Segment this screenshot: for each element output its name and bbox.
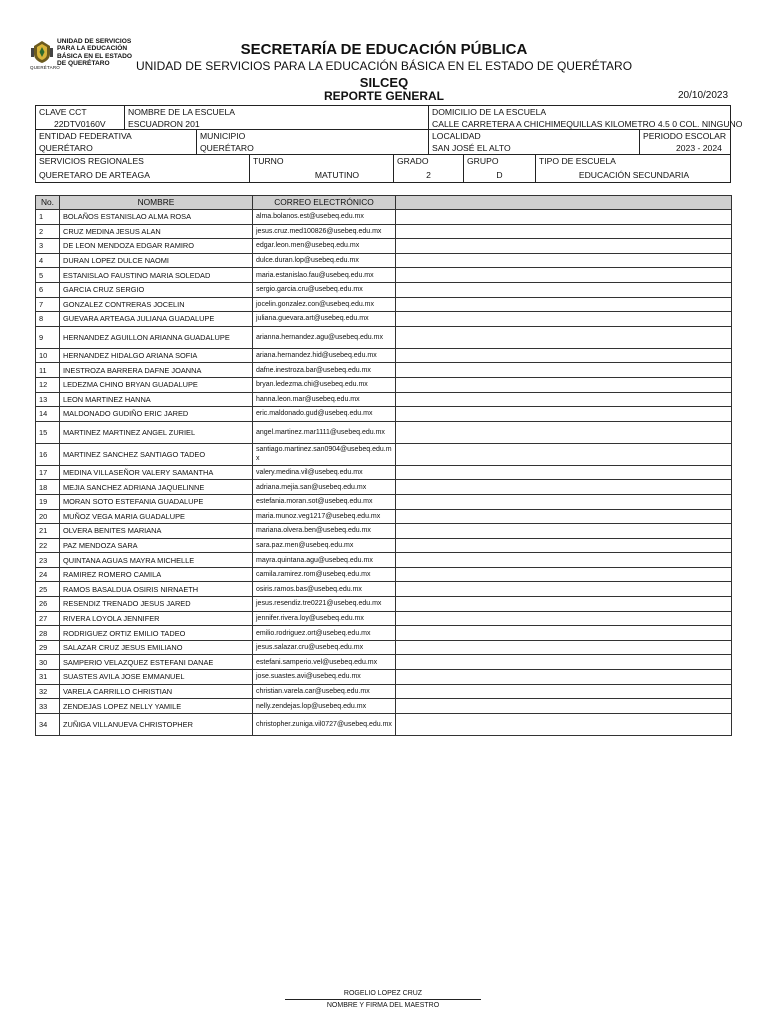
- blank-cell: [396, 538, 732, 553]
- row-number: 19: [36, 494, 60, 509]
- col-no-header: No.: [36, 196, 60, 210]
- report-title: REPORTE GENERAL: [323, 89, 444, 103]
- student-email: nelly.zendejas.lop@usebeq.edu.mx: [253, 699, 396, 714]
- student-name: SUASTES AVILA JOSE EMMANUEL: [60, 670, 253, 685]
- student-name: HERNANDEZ AGUILLON ARIANNA GUADALUPE: [60, 326, 253, 348]
- row-number: 4: [36, 253, 60, 268]
- blank-cell: [396, 239, 732, 254]
- table-row: [36, 553, 732, 568]
- blank-cell: [396, 268, 732, 283]
- table-row: [36, 363, 732, 378]
- entidad-value: QUERÉTARO: [39, 143, 93, 153]
- blank-cell: [396, 392, 732, 407]
- clave-cell: CLAVE CCT 22DTV0160V: [36, 106, 125, 129]
- clave-value: 22DTV0160V: [54, 119, 106, 129]
- table-row: [36, 699, 732, 714]
- blank-cell: [396, 684, 732, 699]
- student-name: ZENDEJAS LOPEZ NELLY YAMILE: [60, 699, 253, 714]
- blank-cell: [396, 443, 732, 465]
- student-email: jesus.cruz.med100826@usebeq.edu.mx: [253, 224, 396, 239]
- student-email: hanna.leon.mar@usebeq.edu.mx: [253, 392, 396, 407]
- blank-cell: [396, 421, 732, 443]
- table-row: [36, 670, 732, 685]
- row-number: 3: [36, 239, 60, 254]
- table-row: [36, 224, 732, 239]
- student-email: jose.suastes.avi@usebeq.edu.mx: [253, 670, 396, 685]
- table-row: [36, 582, 732, 597]
- row-number: 27: [36, 611, 60, 626]
- row-number: 20: [36, 509, 60, 524]
- signature-label: NOMBRE Y FIRMA DEL MAESTRO: [326, 1002, 440, 1009]
- domicilio-value: CALLE CARRETERA A CHICHIMEQUILLAS KILOMETRO 4.5 0 COL. NINGUNO: [432, 119, 743, 129]
- grado-cell: GRADO 2: [394, 155, 464, 182]
- table-body: [36, 210, 732, 736]
- student-email: bryan.ledezma.chi@usebeq.edu.mx: [253, 377, 396, 392]
- table-row: [36, 268, 732, 283]
- row-number: 30: [36, 655, 60, 670]
- student-name: GONZALEZ CONTRERAS JOCELIN: [60, 297, 253, 312]
- blank-cell: [396, 465, 732, 480]
- logo-small-text: QUERÉTARO: [30, 65, 60, 70]
- row-number: 14: [36, 407, 60, 422]
- tipo-value: EDUCACIÓN SECUNDARIA: [578, 170, 690, 180]
- table-row: [36, 713, 732, 735]
- row-number: 31: [36, 670, 60, 685]
- logo-text: UNIDAD DE SERVICIOS PARA LA EDUCACIÓN BÁSICA EN EL ESTADO DE QUERÉTARO: [57, 38, 132, 68]
- student-email: dafne.inestroza.bar@usebeq.edu.mx: [253, 363, 396, 378]
- blank-cell: [396, 509, 732, 524]
- localidad-cell: LOCALIDAD SAN JOSÉ EL ALTO: [429, 130, 640, 154]
- student-name: MUÑOZ VEGA MARIA GUADALUPE: [60, 509, 253, 524]
- student-email: ariana.hernandez.hid@usebeq.edu.mx: [253, 348, 396, 363]
- table-row: [36, 640, 732, 655]
- student-email: jocelin.gonzalez.con@usebeq.edu.mx: [253, 297, 396, 312]
- table-row: [36, 326, 732, 348]
- municipio-cell: MUNICIPIO QUERÉTARO: [197, 130, 429, 154]
- row-number: 11: [36, 363, 60, 378]
- row-number: 22: [36, 538, 60, 553]
- student-name: SAMPERIO VELAZQUEZ ESTEFANI DANAE: [60, 655, 253, 670]
- blank-cell: [396, 582, 732, 597]
- domicilio-cell: DOMICILIO DE LA ESCUELA CALLE CARRETERA A CHICHIMEQUILLAS KILOMETRO 4.5 0 COL. NINGUNO: [432, 107, 743, 129]
- row-number: 5: [36, 268, 60, 283]
- blank-cell: [396, 224, 732, 239]
- student-name: RIVERA LOYOLA JENNIFER: [60, 611, 253, 626]
- table-row: [36, 407, 732, 422]
- row-number: 8: [36, 312, 60, 327]
- row-number: 24: [36, 567, 60, 582]
- student-name: VARELA CARRILLO CHRISTIAN: [60, 684, 253, 699]
- student-email: christopher.zuniga.vil0727@usebeq.edu.mx: [253, 713, 396, 735]
- row-number: 34: [36, 713, 60, 735]
- table-row: [36, 443, 732, 465]
- row-number: 18: [36, 480, 60, 495]
- student-email: camila.ramirez.rom@usebeq.edu.mx: [253, 567, 396, 582]
- row-number: 7: [36, 297, 60, 312]
- student-email: osiris.ramos.bas@usebeq.edu.mx: [253, 582, 396, 597]
- row-number: 10: [36, 348, 60, 363]
- student-name: LEON MARTINEZ HANNA: [60, 392, 253, 407]
- blank-cell: [396, 210, 732, 225]
- student-name: GARCIA CRUZ SERGIO: [60, 282, 253, 297]
- student-email: sara.paz.men@usebeq.edu.mx: [253, 538, 396, 553]
- blank-cell: [396, 567, 732, 582]
- turno-cell: TURNO MATUTINO: [250, 155, 394, 182]
- blank-cell: [396, 377, 732, 392]
- table-row: [36, 297, 732, 312]
- student-name: RODRIGUEZ ORTIZ EMILIO TADEO: [60, 626, 253, 641]
- row-number: 6: [36, 282, 60, 297]
- row-number: 13: [36, 392, 60, 407]
- blank-cell: [396, 611, 732, 626]
- system-name: SILCEQ: [359, 75, 409, 90]
- row-number: 32: [36, 684, 60, 699]
- blank-cell: [396, 655, 732, 670]
- table-row: [36, 253, 732, 268]
- table-row: [36, 312, 732, 327]
- blank-cell: [396, 297, 732, 312]
- report-date: 20/10/2023: [678, 90, 729, 101]
- row-number: 21: [36, 524, 60, 539]
- table-row: [36, 684, 732, 699]
- student-email: jesus.salazar.cru@usebeq.edu.mx: [253, 640, 396, 655]
- col-nombre-header: NOMBRE: [60, 196, 253, 210]
- student-email: arianna.hernandez.agu@usebeq.edu.mx: [253, 326, 396, 348]
- table-row: [36, 480, 732, 495]
- student-email: adriana.mejia.san@usebeq.edu.mx: [253, 480, 396, 495]
- student-email: christian.varela.car@usebeq.edu.mx: [253, 684, 396, 699]
- table-row: [36, 239, 732, 254]
- row-number: 17: [36, 465, 60, 480]
- student-table: [35, 195, 732, 736]
- student-name: INESTROZA BARRERA DAFNE JOANNA: [60, 363, 253, 378]
- table-row: [36, 597, 732, 612]
- student-name: MEDINA VILLASEÑOR VALERY SAMANTHA: [60, 465, 253, 480]
- table-row: [36, 611, 732, 626]
- table-row: [36, 421, 732, 443]
- student-name: RAMOS BASALDUA OSIRIS NIRNAETH: [60, 582, 253, 597]
- table-row: [36, 210, 732, 225]
- blank-cell: [396, 253, 732, 268]
- blank-cell: [396, 640, 732, 655]
- student-name: ESTANISLAO FAUSTINO MARIA SOLEDAD: [60, 268, 253, 283]
- student-name: MALDONADO GUDIÑO ERIC JARED: [60, 407, 253, 422]
- blank-cell: [396, 348, 732, 363]
- row-number: 26: [36, 597, 60, 612]
- student-email: dulce.duran.lop@usebeq.edu.mx: [253, 253, 396, 268]
- municipio-value: QUERÉTARO: [200, 143, 254, 153]
- student-email: alma.bolanos.est@usebeq.edu.mx: [253, 210, 396, 225]
- student-name: MARTINEZ MARTINEZ ANGEL ZURIEL: [60, 421, 253, 443]
- blank-cell: [396, 553, 732, 568]
- row-number: 25: [36, 582, 60, 597]
- student-name: MEJIA SANCHEZ ADRIANA JAQUELINNE: [60, 480, 253, 495]
- student-email: valery.medina.vil@usebeq.edu.mx: [253, 465, 396, 480]
- row-number: 16: [36, 443, 60, 465]
- grupo-value: D: [496, 170, 503, 180]
- servicios-value: QUERETARO DE ARTEAGA: [39, 170, 150, 180]
- student-email: mariana.olvera.ben@usebeq.edu.mx: [253, 524, 396, 539]
- table-row: [36, 348, 732, 363]
- blank-cell: [396, 494, 732, 509]
- blank-cell: [396, 713, 732, 735]
- row-number: 2: [36, 224, 60, 239]
- student-email: santiago.martinez.san0904@usebeq.edu.mx: [253, 443, 396, 465]
- school-info-row-2: [35, 129, 731, 155]
- nombre-escuela-value: ESCUADRON 201: [128, 119, 200, 129]
- table-row: [36, 655, 732, 670]
- grupo-cell: GRUPO D: [464, 155, 536, 182]
- periodo-cell: PERIODO ESCOLAR 2023 - 2024: [643, 131, 727, 153]
- localidad-value: SAN JOSÉ EL ALTO: [432, 143, 511, 153]
- servicios-cell: SERVICIOS REGIONALES QUERETARO DE ARTEAGA: [36, 155, 250, 182]
- table-row: [36, 567, 732, 582]
- student-name: RAMIREZ ROMERO CAMILA: [60, 567, 253, 582]
- grado-value: 2: [426, 170, 431, 180]
- student-name: HERNANDEZ HIDALGO ARIANA SOFIA: [60, 348, 253, 363]
- teacher-name: ROGELIO LOPEZ CRUZ: [343, 990, 423, 997]
- student-email: sergio.garcia.cru@usebeq.edu.mx: [253, 282, 396, 297]
- row-number: 15: [36, 421, 60, 443]
- student-email: jennifer.rivera.loy@usebeq.edu.mx: [253, 611, 396, 626]
- student-email: angel.martinez.mar1111@usebeq.edu.mx: [253, 421, 396, 443]
- student-email: estefania.moran.sot@usebeq.edu.mx: [253, 494, 396, 509]
- student-name: DE LEON MENDOZA EDGAR RAMIRO: [60, 239, 253, 254]
- student-name: ZUÑIGA VILLANUEVA CHRISTOPHER: [60, 713, 253, 735]
- page-subtitle: UNIDAD DE SERVICIOS PARA LA EDUCACIÓN BÁSICA EN EL ESTADO DE QUERÉTARO: [135, 59, 633, 73]
- blank-cell: [396, 282, 732, 297]
- row-number: 33: [36, 699, 60, 714]
- blank-cell: [396, 407, 732, 422]
- col-correo-header: CORREO ELECTRÓNICO: [253, 196, 396, 210]
- page-title: SECRETARÍA DE EDUCACIÓN PÚBLICA: [240, 41, 528, 58]
- student-email: maria.munoz.veg1217@usebeq.edu.mx: [253, 509, 396, 524]
- blank-cell: [396, 597, 732, 612]
- table-row: [36, 282, 732, 297]
- blank-cell: [396, 363, 732, 378]
- row-number: 12: [36, 377, 60, 392]
- periodo-value: 2023 - 2024: [676, 143, 722, 153]
- col-blank-header: [396, 196, 732, 210]
- student-email: jesus.resendiz.tre0221@usebeq.edu.mx: [253, 597, 396, 612]
- student-name: PAZ MENDOZA SARA: [60, 538, 253, 553]
- student-name: SALAZAR CRUZ JESUS EMILIANO: [60, 640, 253, 655]
- school-info-row-3: [35, 154, 731, 183]
- student-name: DURAN LOPEZ DULCE NAOMI: [60, 253, 253, 268]
- table-row: [36, 377, 732, 392]
- student-name: MORAN SOTO ESTEFANIA GUADALUPE: [60, 494, 253, 509]
- student-email: emilio.rodriguez.ort@usebeq.edu.mx: [253, 626, 396, 641]
- table-header-row: [36, 196, 732, 210]
- signature-line: [285, 999, 481, 1000]
- row-number: 29: [36, 640, 60, 655]
- blank-cell: [396, 524, 732, 539]
- student-name: MARTINEZ SANCHEZ SANTIAGO TADEO: [60, 443, 253, 465]
- student-email: edgar.leon.men@usebeq.edu.mx: [253, 239, 396, 254]
- student-name: OLVERA BENITES MARIANA: [60, 524, 253, 539]
- student-name: RESENDIZ TRENADO JESUS JARED: [60, 597, 253, 612]
- table-row: [36, 494, 732, 509]
- student-email: mayra.quintana.agu@usebeq.edu.mx: [253, 553, 396, 568]
- tipo-cell: TIPO DE ESCUELA EDUCACIÓN SECUNDARIA: [536, 155, 732, 182]
- blank-cell: [396, 326, 732, 348]
- student-email: estefani.samperio.vel@usebeq.edu.mx: [253, 655, 396, 670]
- blank-cell: [396, 312, 732, 327]
- student-email: maria.estanislao.fau@usebeq.edu.mx: [253, 268, 396, 283]
- student-name: LEDEZMA CHINO BRYAN GUADALUPE: [60, 377, 253, 392]
- student-email: juliana.guevara.art@usebeq.edu.mx: [253, 312, 396, 327]
- table-row: [36, 524, 732, 539]
- turno-value: MATUTINO: [314, 170, 360, 180]
- row-number: 1: [36, 210, 60, 225]
- student-email: eric.maldonado.gud@usebeq.edu.mx: [253, 407, 396, 422]
- table-row: [36, 392, 732, 407]
- row-number: 9: [36, 326, 60, 348]
- blank-cell: [396, 626, 732, 641]
- table-row: [36, 509, 732, 524]
- row-number: 28: [36, 626, 60, 641]
- student-name: GUEVARA ARTEAGA JULIANA GUADALUPE: [60, 312, 253, 327]
- blank-cell: [396, 670, 732, 685]
- student-name: QUINTANA AGUAS MAYRA MICHELLE: [60, 553, 253, 568]
- table-row: [36, 626, 732, 641]
- row-number: 23: [36, 553, 60, 568]
- student-name: BOLAÑOS ESTANISLAO ALMA ROSA: [60, 210, 253, 225]
- blank-cell: [396, 699, 732, 714]
- table-row: [36, 465, 732, 480]
- blank-cell: [396, 480, 732, 495]
- student-name: CRUZ MEDINA JESUS ALAN: [60, 224, 253, 239]
- table-row: [36, 538, 732, 553]
- school-info-row-1: [35, 105, 743, 130]
- entidad-cell: ENTIDAD FEDERATIVA QUERÉTARO: [36, 130, 197, 154]
- nombre-escuela-cell: NOMBRE DE LA ESCUELA ESCUADRON 201: [125, 106, 429, 129]
